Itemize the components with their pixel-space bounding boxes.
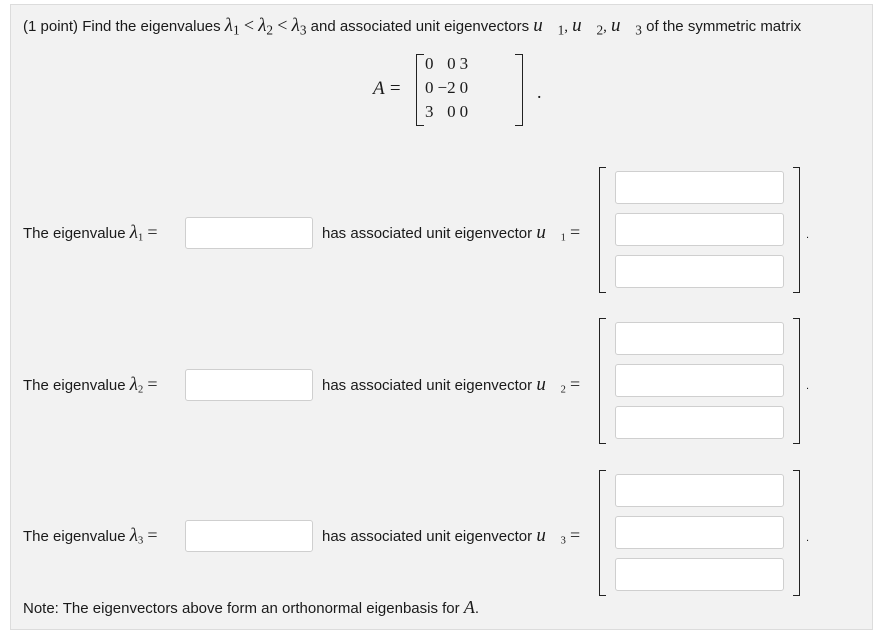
eigenvalue-3-input[interactable] [185,520,313,552]
eigenvector-1-component-2-input[interactable] [615,213,784,246]
matrix-row [425,52,472,76]
vector-1-right-bracket [793,167,800,293]
lt-symbol: < [277,15,288,35]
eigenvalue-2-input[interactable] [185,369,313,401]
eigenvector-2-component-2-input[interactable] [615,364,784,397]
eigenvalue-1-input[interactable] [185,217,313,249]
eigenvector-3-component-3-input[interactable] [615,558,784,591]
intro-prefix: (1 point) Find the eigenvalues [23,18,221,35]
intro-mid: and associated unit eigenvectors [310,18,530,35]
vector-1-left-bracket [599,167,606,293]
matrix-cell: 3 [425,102,434,121]
eigenvector-3-component-2-input[interactable] [615,516,784,549]
eigenvalue-2-label: The eigenvalue $\lambda_2$ = [23,374,158,396]
lambda-symbol: $\lambda_3$ [291,15,307,38]
lambda-symbol: $\lambda_2$ [258,15,274,38]
u-vector-symbol: $u⃗_3$ [611,15,642,38]
matrix-cell: 0 [459,78,469,97]
vector-2-left-bracket [599,318,606,444]
matrix-row [425,100,472,124]
u-vector-symbol: $u⃗_2$ [572,15,604,38]
matrix-lhs: A = [373,78,401,99]
eigenvector-1-component-3-input[interactable] [615,255,784,288]
lambda-symbol: $\lambda_1$ [224,15,240,38]
matrix-cell: −2 [437,78,456,97]
vector-3-right-bracket [793,470,800,596]
vector-1-period: . [806,229,810,241]
eigenvector-2-component-3-input[interactable] [615,406,784,439]
matrix-cell: 0 [459,102,469,121]
matrix-table [425,52,472,124]
u-vector-symbol: $u⃗_1$ [533,15,565,38]
eigenvalue-3-label: The eigenvalue $\lambda_3$ = [23,525,158,547]
matrix-row [425,76,472,100]
eigenvector-2-label: has associated unit eigenvector $u⃗_2$ = [322,374,581,396]
eigenvalue-1-label: The eigenvalue $\lambda_1$ = [23,222,158,244]
vector-2-right-bracket [793,318,800,444]
matrix-cell: 0 [447,102,456,121]
problem-panel [10,4,873,630]
intro-suffix: of the symmetric matrix [646,18,802,35]
note-text: Note: The eigenvectors above form an orthonormal eigenbasis for A. [23,597,479,617]
eigenvector-3-label: has associated unit eigenvector $u⃗_3$ = [322,525,581,547]
eigenvector-3-component-1-input[interactable] [615,474,784,507]
left-bracket [416,54,424,126]
vector-3-period: . [806,532,810,544]
matrix-cell: 0 [447,54,456,73]
matrix-cell: 0 [425,54,434,73]
vector-3-left-bracket [599,470,606,596]
eigenvector-1-label: has associated unit eigenvector $u⃗_1$ = [322,222,581,244]
vector-2-period: . [806,380,810,392]
eigenvector-1-component-1-input[interactable] [615,171,784,204]
eigenvector-2-component-1-input[interactable] [615,322,784,355]
matrix-period: . [537,82,542,102]
right-bracket [515,54,523,126]
problem-statement: (1 point) Find the eigenvalues $\lambda_1 < \lambda_2 < \lambda_3$ and associated unit eigenvectors $u⃗_1$, $u⃗_2$, $u⃗_3$ of the symmetric matrix [23,15,802,38]
matrix-cell: 3 [459,54,469,73]
matrix-cell: 0 [425,78,434,97]
lt-symbol: < [243,15,255,35]
